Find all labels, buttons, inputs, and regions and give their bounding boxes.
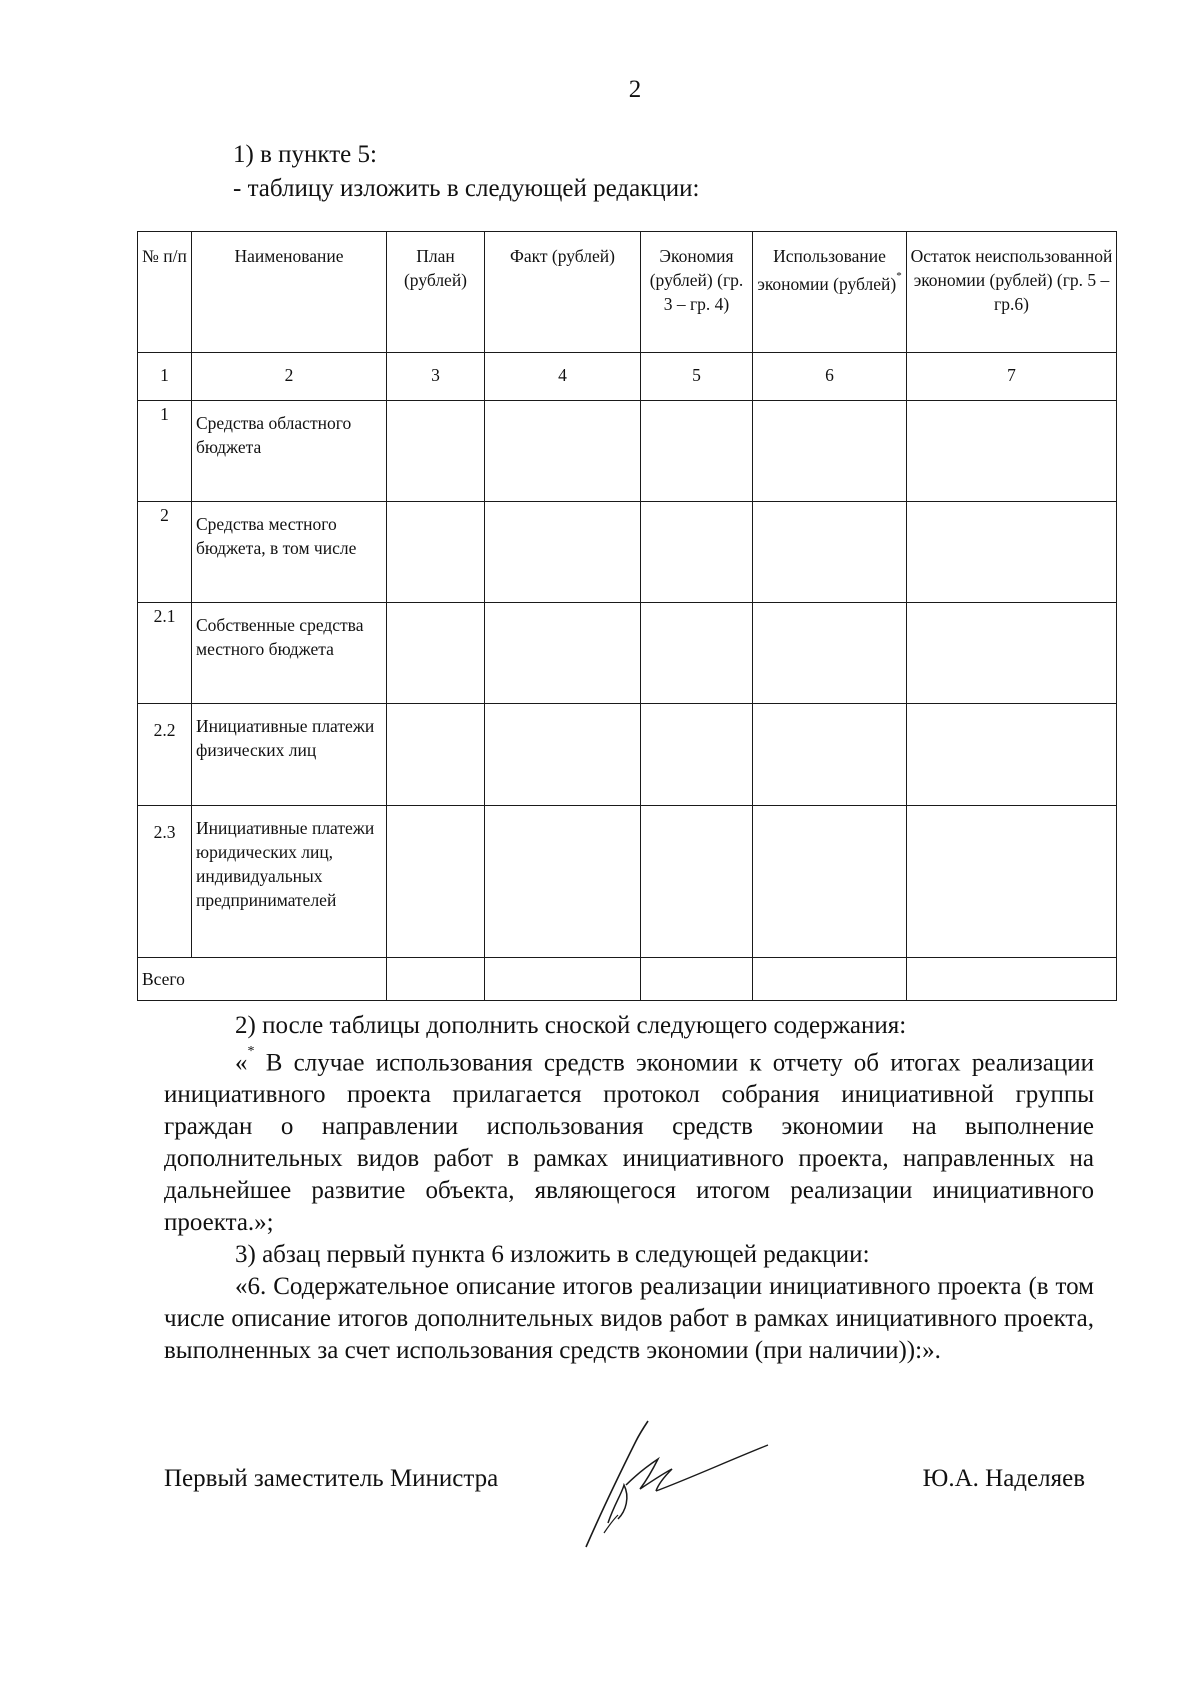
cell-fact [485, 958, 641, 1001]
cell-remainder [907, 401, 1117, 502]
cell-plan [387, 958, 485, 1001]
amendments-text [164, 1010, 1094, 1367]
header-row [138, 232, 1117, 353]
table-row [138, 603, 1117, 704]
cell-usage [753, 401, 907, 502]
row-name: Средства областного бюджета [192, 401, 387, 502]
header-plan: План (рублей) [387, 232, 485, 353]
cell-remainder [907, 704, 1117, 806]
cell-economy [641, 603, 753, 704]
row-number: 2.1 [138, 603, 192, 704]
header-fact: Факт (рублей) [485, 232, 641, 353]
signatory-name: Ю.А. Наделяев [922, 1465, 1085, 1492]
intro-line-2: - таблицу изложить в следующей редакции: [233, 175, 700, 202]
cell-usage [753, 603, 907, 704]
cell-fact [485, 704, 641, 806]
cell-usage [753, 958, 907, 1001]
column-number: 2 [192, 353, 387, 401]
cell-economy [641, 704, 753, 806]
row-number: 2.2 [138, 704, 192, 806]
cell-economy [641, 502, 753, 603]
row-number: 2.3 [138, 806, 192, 958]
cell-fact [485, 603, 641, 704]
cell-remainder [907, 603, 1117, 704]
column-numbers-row [138, 353, 1117, 401]
cell-usage [753, 806, 907, 958]
cell-usage [753, 704, 907, 806]
cell-remainder [907, 806, 1117, 958]
footnote-text: В случае использования средств экономии к отчету об итогах реализации инициативного проекта прилагается протокол собрания инициативной группы граждан о направлении использования средств экономии на выполнение дополнительных видов работ в рамках инициативного проекта, направленных на дальнейшее развитие объекта, являющегося итогом реализации инициативного проекта.»; [164, 1049, 1094, 1237]
row-name: Инициативные платежи юридических лиц, индивидуальных предпринимателей [192, 806, 387, 958]
header-num: № п/п [138, 232, 192, 353]
cell-economy [641, 806, 753, 958]
row-name: Средства местного бюджета, в том числе [192, 502, 387, 603]
footnote-mark: * [896, 270, 902, 282]
footnote-mark: * [247, 1044, 255, 1059]
cell-economy [641, 958, 753, 1001]
column-number: 7 [907, 353, 1117, 401]
open-quote: « [235, 1049, 248, 1077]
footnote-paragraph [164, 1042, 1094, 1239]
cell-remainder [907, 958, 1117, 1001]
paragraph-2: 2) после таблицы дополнить сноской следующего содержания: [235, 1012, 907, 1039]
column-number: 4 [485, 353, 641, 401]
total-row [138, 958, 1117, 1001]
column-number: 3 [387, 353, 485, 401]
handwritten-signature [578, 1415, 778, 1555]
table-row [138, 704, 1117, 806]
signature-block [0, 1455, 1200, 1595]
header-usage-text: Использование экономии (рублей) [757, 246, 897, 294]
header-economy: Экономия (рублей) (гр. 3 – гр. 4) [641, 232, 753, 353]
budget-table [137, 231, 1117, 1001]
cell-plan [387, 603, 485, 704]
header-usage [753, 232, 907, 353]
paragraph-3: 3) абзац первый пункта 6 изложить в следующей редакции: [235, 1241, 870, 1269]
header-name: Наименование [192, 232, 387, 353]
total-label: Всего [138, 958, 387, 1001]
cell-plan [387, 806, 485, 958]
cell-fact [485, 806, 641, 958]
row-number: 1 [138, 401, 192, 502]
table-row [138, 806, 1117, 958]
cell-fact [485, 502, 641, 603]
cell-fact [485, 401, 641, 502]
cell-remainder [907, 502, 1117, 603]
row-name: Инициативные платежи физических лиц [192, 704, 387, 806]
table-row [138, 401, 1117, 502]
column-number: 5 [641, 353, 753, 401]
row-name: Собственные средства местного бюджета [192, 603, 387, 704]
signatory-title: Первый заместитель Министра [164, 1465, 499, 1492]
row-number: 2 [138, 502, 192, 603]
column-number: 1 [138, 353, 192, 401]
paragraph-4: «6. Содержательное описание итогов реализации инициативного проекта (в том числе описание итогов дополнительных видов работ в рамках инициативного проекта, выполненных за счет использования средств экономии (при наличии)):». [164, 1273, 1094, 1365]
header-remainder: Остаток неиспользованной экономии (рублей) (гр. 5 – гр.6) [907, 232, 1117, 353]
intro-line-1: 1) в пункте 5: [233, 141, 377, 168]
intro-block [233, 138, 699, 206]
cell-economy [641, 401, 753, 502]
page-number: 2 [628, 76, 642, 103]
cell-usage [753, 502, 907, 603]
cell-plan [387, 401, 485, 502]
column-number: 6 [753, 353, 907, 401]
cell-plan [387, 502, 485, 603]
table-row [138, 502, 1117, 603]
cell-plan [387, 704, 485, 806]
